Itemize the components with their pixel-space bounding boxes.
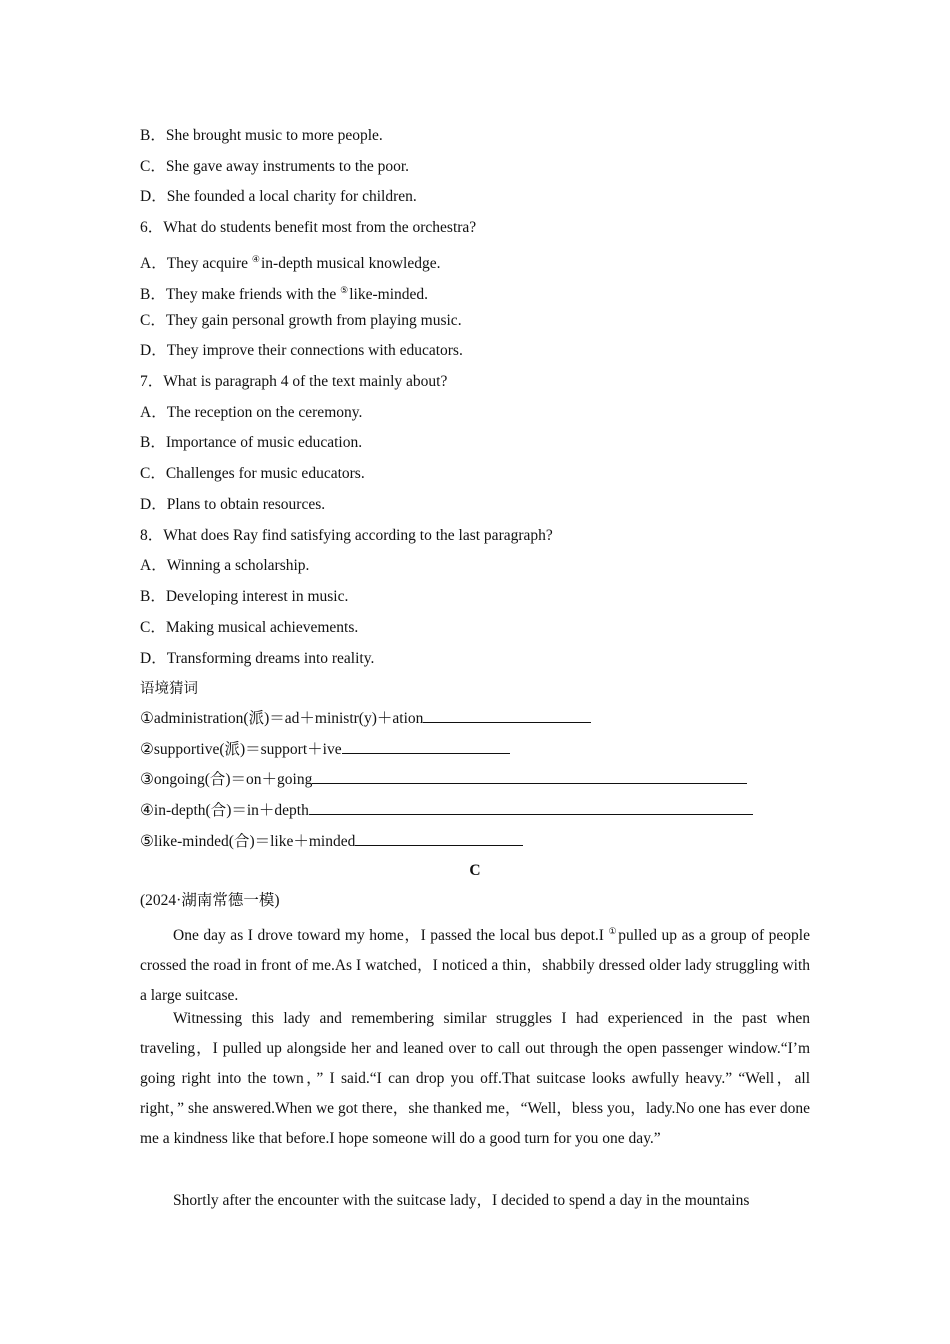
option-5d: D．She founded a local charity for children.: [140, 188, 417, 205]
question-6: 6．What do students benefit most from the orchestra?: [140, 219, 477, 236]
section-label-c: C: [469, 862, 481, 879]
circled-number-5: ⑤: [340, 285, 349, 295]
option-6a: A．They acquire ④in-depth musical knowledge.: [140, 254, 441, 272]
vocab-item-2: ②supportive(派)＝support＋ive: [140, 739, 510, 760]
option-5c: C．She gave away instruments to the poor.: [140, 158, 410, 175]
vocab-item-3: ③ongoing(合)＝on＋going: [140, 769, 747, 790]
option-8a: A．Winning a scholarship.: [140, 557, 310, 574]
vocab-item-1: ①administration(派)＝ad＋ministr(y)＋ation: [140, 708, 591, 729]
question-7: 7．What is paragraph 4 of the text mainly about?: [140, 373, 448, 390]
question-8: 8．What does Ray find satisfying according to the last paragraph?: [140, 527, 553, 544]
option-7a: A．The reception on the ceremony.: [140, 404, 363, 421]
option-8b: B．Developing interest in music.: [140, 588, 349, 605]
source-note: (2024·湖南常德一模): [140, 892, 280, 909]
paragraph-3: Shortly after the encounter with the suitcase lady，I decided to spend a day in the mountains: [173, 1192, 750, 1209]
vocab-item-5: ⑤like-minded(合)＝like＋minded: [140, 831, 523, 852]
option-7b: B．Importance of music education.: [140, 434, 363, 451]
option-6c: C．They gain personal growth from playing music.: [140, 312, 462, 329]
option-5b: B．She brought music to more people.: [140, 127, 383, 144]
circled-number-4: ④: [251, 254, 260, 264]
paragraph-2: Witnessing this lady and remembering similar struggles I had experienced in the past when traveling，I pulled up alongside her and leaned over to call out through the open passenger window.“I’m going right into the town，” I said.“I can drop you off.That suitcase looks awfully heavy.” “Well，all right，” she answered.When we got there，she thanked me，“Well，bless you，lady.No one has ever done me a kindness like that before.I hope someone will do a good turn for you one day.”: [140, 1010, 810, 1147]
option-8d: D．Transforming dreams into reality.: [140, 650, 375, 667]
answer-blank[interactable]: [355, 831, 523, 846]
option-6b: B．They make friends with the ⑤like-minded.: [140, 285, 429, 303]
paragraph-1: One day as I drove toward my home，I passed the local bus depot.I ①pulled up as a group of people crossed the road in front of me.As I watched，I noticed a thin，shabbily dressed older lady struggling with a large suitcase.: [140, 926, 810, 1004]
option-6d: D．They improve their connections with educators.: [140, 342, 463, 359]
answer-blank[interactable]: [312, 769, 747, 784]
circled-number-1: ①: [608, 926, 618, 936]
vocab-heading: 语境猜词: [140, 681, 198, 697]
answer-blank[interactable]: [423, 708, 591, 723]
answer-blank[interactable]: [342, 739, 510, 754]
vocab-item-4: ④in-depth(合)＝in＋depth: [140, 800, 753, 821]
option-7d: D．Plans to obtain resources.: [140, 496, 326, 513]
answer-blank[interactable]: [309, 800, 753, 815]
option-8c: C．Making musical achievements.: [140, 619, 359, 636]
option-7c: C．Challenges for music educators.: [140, 465, 365, 482]
